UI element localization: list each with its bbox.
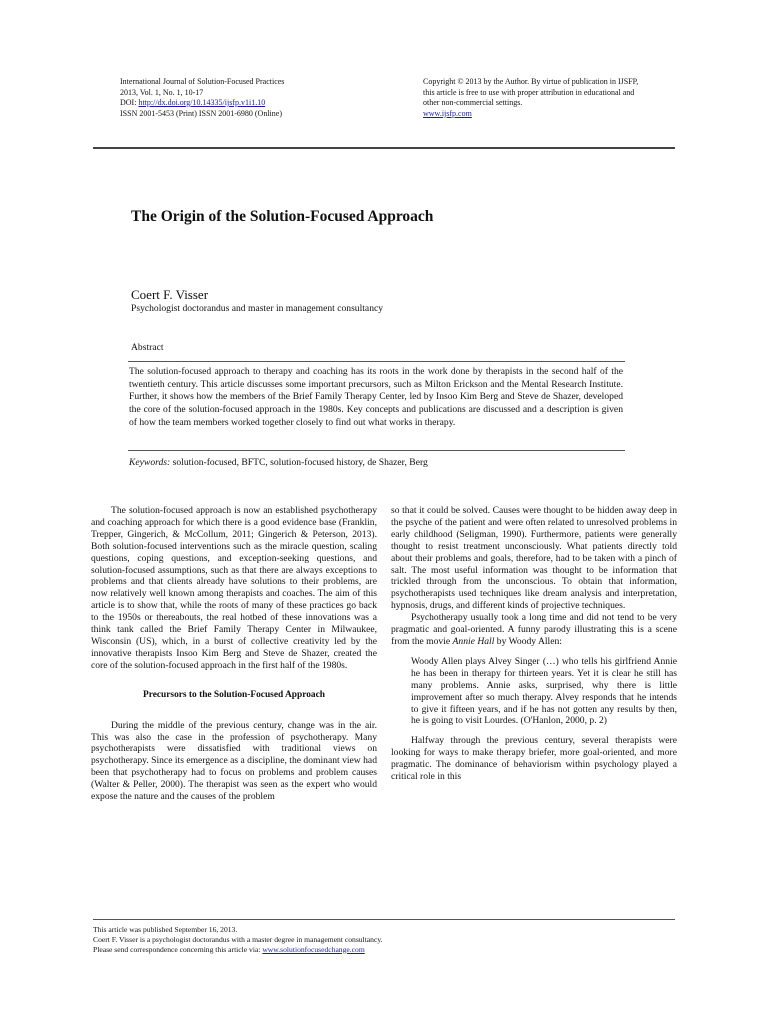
copyright-line-3: other non-commercial settings. [423, 98, 523, 107]
footnotes [93, 925, 653, 954]
correspondence-text: Please send correspondence concerning this article via: [93, 944, 263, 954]
author-note: Coert F. Visser is a psychologist doctorandus with a master degree in management consultancy. [93, 934, 383, 944]
abstract-heading: Abstract [131, 342, 164, 353]
issn: ISSN 2001-5453 (Print) ISSN 2001-6980 (Online) [120, 108, 282, 118]
correspondence-link[interactable]: www.solutionfocusedchange.com [262, 944, 365, 954]
author-affiliation: Psychologist doctorandus and master in management consultancy [131, 303, 384, 314]
keywords [129, 457, 623, 468]
paragraph: During the middle of the previous century, change was in the air. This was also the case in the profession of psychotherapy. Many psychotherapists were dissatisfied with traditional views on psychotherapy. Since its emergence as a discipline, the dominant view had been that psychotherapy had to focus on problems and problem causes (Walter & Peller, 2000). The therapist was seen as the expert who would expose the nature and the causes of the problem [91, 719, 377, 803]
correspondence-note [93, 945, 653, 955]
section-heading: Precursors to the Solution-Focused Approach [143, 689, 325, 700]
journal-site-link[interactable]: www.ijsfp.com [423, 108, 472, 118]
header-divider [93, 147, 675, 149]
body-left-column [91, 505, 377, 803]
footer-divider [93, 919, 675, 920]
journal-name: International Journal of Solution-Focused Practices [120, 77, 285, 86]
copyright-line-2: this article is free to use with proper attribution in educational and [423, 87, 635, 97]
paragraph: so that it could be solved. Causes were thought to be hidden away deep in the psyche of the patient and were often related to unresolved problems in early childhood (Seligman, 1990). Furthermore, patients were generally thought to resist treatment unconsciously. What patients directly told about their problems and goals, therefore, had to be taken with a pinch of salt. The most useful information was thought to be information that trickled through from the unconscious. To obtain that information, psychotherapists used techniques like dream analysis and interpretation, hypnosis, drugs, and different kinds of projective techniques. [391, 505, 677, 612]
author-name: Coert F. Visser [131, 287, 209, 302]
paragraph: The solution-focused approach is now an established psychotherapy and coaching approach for which there is a good evidence base (Franklin, Trepper, Gingerich, & McCollum, 2011; Gingerich & Peterson, 2013). Both solution-focused interventions such as the miracle question, scaling questions, coping questions, and exception-seeking questions, and solution-focused assumptions, such as that there are always exceptions to problems and that clients already have solutions to their problems, are now relatively well known among therapists and coaches. The aim of this article is to show that, while the roots of many of these practices go back to the 1950s or thereabouts, the real hotbed of these innovations was a think tank called the Brief Family Therapy Center in Milwaukee, Wisconsin (US), which, in a burst of collective creativity led by the innovative therapists Insoo Kim Berg and Steve de Shazer, created the core of the solution-focused approach in the first half of the 1980s. [91, 505, 377, 671]
keywords-list: solution-focused, BFTC, solution-focused history, de Shazer, Berg [170, 457, 428, 468]
paragraph-text: Psychotherapy usually took a long time and did not tend to be very pragmatic and goal-oriented. A funny parody illustrating this is a scene from the movie [391, 612, 677, 647]
doi-label: DOI: [120, 98, 139, 107]
paragraph [391, 612, 677, 648]
keywords-label: Keywords: [129, 457, 171, 468]
doi-line [120, 98, 420, 109]
abstract-top-divider [128, 361, 625, 362]
paragraph: Halfway through the previous century, several therapists were looking for ways to make therapy briefer, more goal-oriented, and more pragmatic. The dominance of behaviorism within psychology played a critical role in this [391, 735, 677, 783]
abstract-bottom-divider [128, 450, 625, 451]
publication-date-note: This article was published September 16, 2013. [93, 925, 238, 934]
abstract-text: The solution-focused approach to therapy and coaching has its roots in the work done by therapists in the second half of the twentieth century. This article discusses some important precursors, such as Milton Erickson and the Mental Research Institute. Further, it shows how the members of the Brief Family Therapy Center, led by Insoo Kim Berg and Steve de Shazer, developed the core of the solution-focused approach in the 1980s. Key concepts and publications are discussed and a description is given of how the team members worked together closely to find out what works in therapy. [129, 366, 623, 428]
article-title: The Origin of the Solution-Focused Approach [131, 208, 434, 225]
journal-volume: 2013, Vol. 1, No. 1, 10-17 [120, 87, 204, 97]
movie-title: Annie Hall [452, 635, 495, 647]
paragraph-text: by Woody Allen: [494, 635, 562, 647]
doi-link[interactable]: http://dx.doi.org/10.14335/ijsfp.v1i1.10 [138, 98, 266, 107]
body-right-column [391, 505, 677, 783]
journal-info [120, 77, 420, 119]
block-quote: Woody Allen plays Alvey Singer (…) who tells his girlfriend Annie he has been in therapy for thirteen years. Yet it is clear he still has many problems. Annie asks, surprised, why there is little improvement after so much therapy. Alvey responds that he intends to give it fifteen years, and if he has not gotten any results by then, he is going to visit Lourdes. (O'Hanlon, 2000, p. 2) [411, 655, 677, 727]
copyright-info [423, 77, 673, 119]
copyright-line-1: Copyright © 2013 by the Author. By virtue of publication in IJSFP, [423, 77, 639, 86]
